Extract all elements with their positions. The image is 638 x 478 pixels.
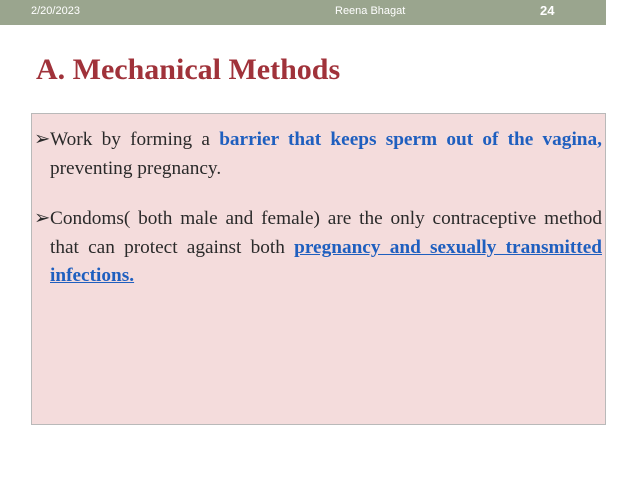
page-number: 24	[540, 3, 555, 18]
header-author: Reena Bhagat	[335, 5, 406, 17]
arrow-bullet-icon: ➢	[34, 129, 51, 150]
bullet-item-barrier	[34, 126, 602, 183]
bullet-text-end: preventing pregnancy.	[50, 157, 222, 179]
arrow-bullet-icon: ➢	[34, 208, 51, 229]
bullet-text: Work by forming a	[50, 129, 220, 150]
bullet-item-condoms	[34, 205, 602, 291]
bullet-highlight-underlined: pregnancy and sexually transmitted infections.	[50, 236, 602, 286]
header-date: 2/20/2023	[31, 5, 80, 17]
header-bar	[0, 0, 606, 25]
content-box	[31, 113, 606, 425]
header-tab	[606, 0, 638, 25]
bullet-text: Condoms( both male and female) are the only contraceptive method that can protect against both	[50, 208, 602, 258]
slide-title: A. Mechanical Methods	[36, 53, 341, 86]
bullet-highlight: barrier that keeps sperm out of the vagina,	[219, 129, 602, 150]
